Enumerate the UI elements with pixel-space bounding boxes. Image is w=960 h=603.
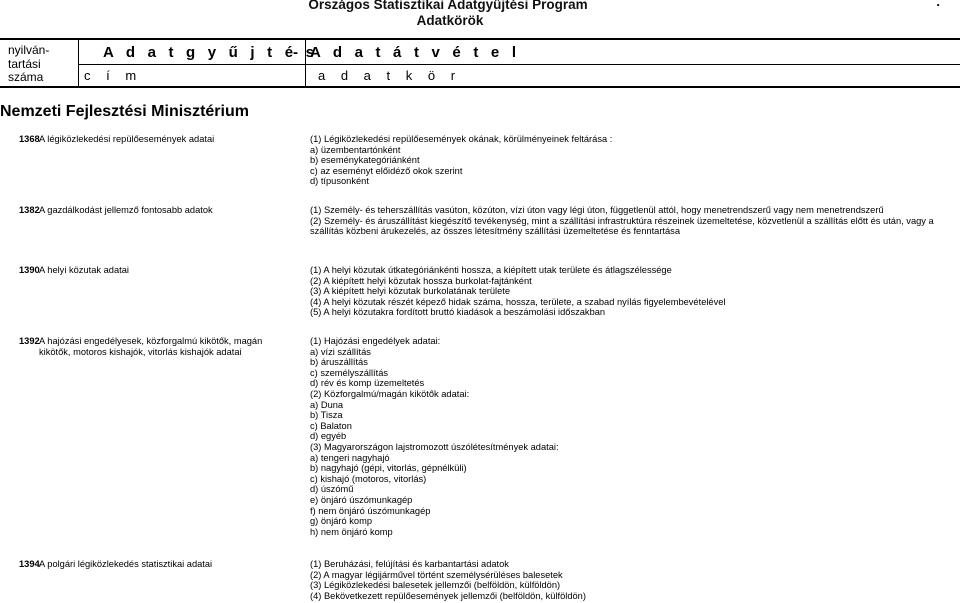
entry-detail-line: e) önjáró úszómunkagép: [310, 494, 413, 505]
entry-detail-line: (2) A magyar légijárművel történt személysérüléses balesetek: [310, 569, 563, 580]
ministry-heading: Nemzeti Fejlesztési Minisztérium: [0, 103, 249, 120]
entry-detail-line: c) Balaton: [310, 420, 352, 431]
entry-detail-line: (5) A helyi közutakra fordított bruttó kiadások a beszámolási időszakban: [310, 307, 606, 318]
entry-detail-line: c) az eseményt előidéző okok szerint: [310, 165, 463, 176]
col-id-label: [8, 44, 49, 85]
entry-detail-line: (1) Beruházási, felújítási és karbantartási adatok: [310, 559, 509, 569]
col-receive-label: - A d a t á t v é t e l: [293, 44, 521, 61]
col-collection-label: A d a t g y ű j t é s: [103, 44, 319, 61]
entry-detail-line: b) áruszállítás: [310, 357, 368, 368]
entry-detail-line: b) Tisza: [310, 410, 343, 421]
entry-detail-line: c) kishajó (motoros, vitorlás): [310, 473, 427, 484]
program-title: Országos Statisztikai Adatgyűjtési Program: [308, 0, 588, 12]
entry-details: [310, 265, 950, 318]
entry-detail-line: d) egyéb: [310, 431, 347, 442]
entry-number: 1382: [19, 205, 40, 215]
col-receive-sub: a d a t k ö r: [318, 68, 462, 83]
program-subtitle: Adatkörök: [416, 13, 484, 28]
header-divider-2: [305, 40, 306, 86]
entry-title: A légiközlekedési repülőesemények adatai: [39, 134, 215, 144]
entry-detail-line: a) üzembentartónként: [310, 144, 401, 155]
entry-detail-line: (2) Közforgalmú/magán kikötők adatai:: [310, 388, 470, 399]
entry-details: [310, 336, 950, 537]
entry-detail-line: (4) A helyi közutak részét képező hidak száma, hossza, területe, a szabad nyílás figyelembevételével: [310, 296, 726, 307]
entry-detail-line: (3) Légiközlekedési balesetek jellemzői (belföldön, külföldön): [310, 580, 561, 591]
entry-title: A helyi közutak adatai: [39, 265, 129, 275]
entry-detail-line: (1) A helyi közutak útkategóriánkénti hossza, a kiépített utak területe és átlagszélessége: [310, 265, 672, 275]
entry-title: A hajózási engedélyesek, közforgalmú kikötők, magán kikötők, motoros kishajók, vitorlás kishajók adatai: [39, 336, 263, 357]
header-hline-1: [78, 64, 305, 65]
col-collection-sub: c í m: [84, 68, 143, 83]
header-hline-2: [305, 64, 960, 65]
entry-details: [310, 134, 950, 187]
header-divider-1: [78, 40, 79, 86]
entry-details: [310, 205, 950, 237]
entry-detail-line: b) nagyhajó (gépi, vitorlás, gépnélküli): [310, 463, 467, 474]
entry-detail-line: (2) A kiépített helyi közutak hossza burkolat-fajtánként: [310, 275, 532, 286]
entry-detail-line: d) úszómű: [310, 484, 354, 495]
entry-number: 1368: [19, 134, 40, 144]
entry-number: 1394: [19, 559, 40, 569]
entry-detail-line: f) nem önjáró úszómunkagép: [310, 505, 431, 516]
corner-mark: .: [936, 0, 940, 9]
entry-detail-line: (2) Személy- és áruszállítást kiegészítő tevékenység, mint a szállítási infrastruktúra részeinek üzemeltetése, közvetlenül a szállítás előtt és után, vagy a szállítás közbeni árukezelés, az összes létesítmény szállítási üzemeltetése és fenntartása: [310, 215, 934, 237]
entry-detail-line: d) típusonként: [310, 176, 369, 187]
column-header-bar: [0, 38, 960, 88]
entry-detail-line: a) tengeri nagyhajó: [310, 452, 390, 463]
entry-detail-line: d) rév és komp üzemeltetés: [310, 378, 425, 389]
entry-number: 1390: [19, 265, 40, 275]
entry-details: [310, 559, 950, 601]
col-id-label-line: nyilván-: [8, 43, 50, 57]
col-id-label-line: tartási: [8, 56, 41, 71]
entry-detail-line: c) személyszállítás: [310, 367, 389, 378]
entry-detail-line: (1) Hajózási engedélyek adatai:: [310, 336, 441, 346]
entry-detail-line: (3) A kiépített helyi közutak burkolatának területe: [310, 286, 510, 297]
page-header-title: [0, 0, 900, 29]
entry-title: A polgári légiközlekedés statisztikai adatai: [39, 559, 213, 569]
col-id-label-line: száma: [8, 70, 44, 84]
entry-detail-line: (4) Bekövetkezett repülőesemények jellemzői (belföldön, külföldön): [310, 590, 586, 601]
entry-detail-line: h) nem önjáró komp: [310, 526, 393, 537]
entry-title: A gazdálkodást jellemző fontosabb adatok: [39, 205, 213, 215]
entry-detail-line: (1) Légiközlekedési repülőesemények okának, körülményeinek feltárása :: [310, 134, 613, 144]
entry-detail-line: g) önjáró komp: [310, 516, 373, 527]
entry-detail-line: (1) Személy- és teherszállítás vasúton, közúton, vízi úton vagy légi úton, függetlenül attól, hogy menetrendszerű vagy nem menetrendszerű: [310, 205, 884, 215]
entry-number: 1392: [19, 336, 40, 346]
entry-detail-line: a) Duna: [310, 399, 344, 410]
entry-detail-line: (3) Magyarországon lajstromozott úszólétesítmények adatai:: [310, 441, 559, 452]
entry-detail-line: a) vízi szállítás: [310, 346, 371, 357]
entry-detail-line: b) eseménykategóriánként: [310, 155, 420, 166]
